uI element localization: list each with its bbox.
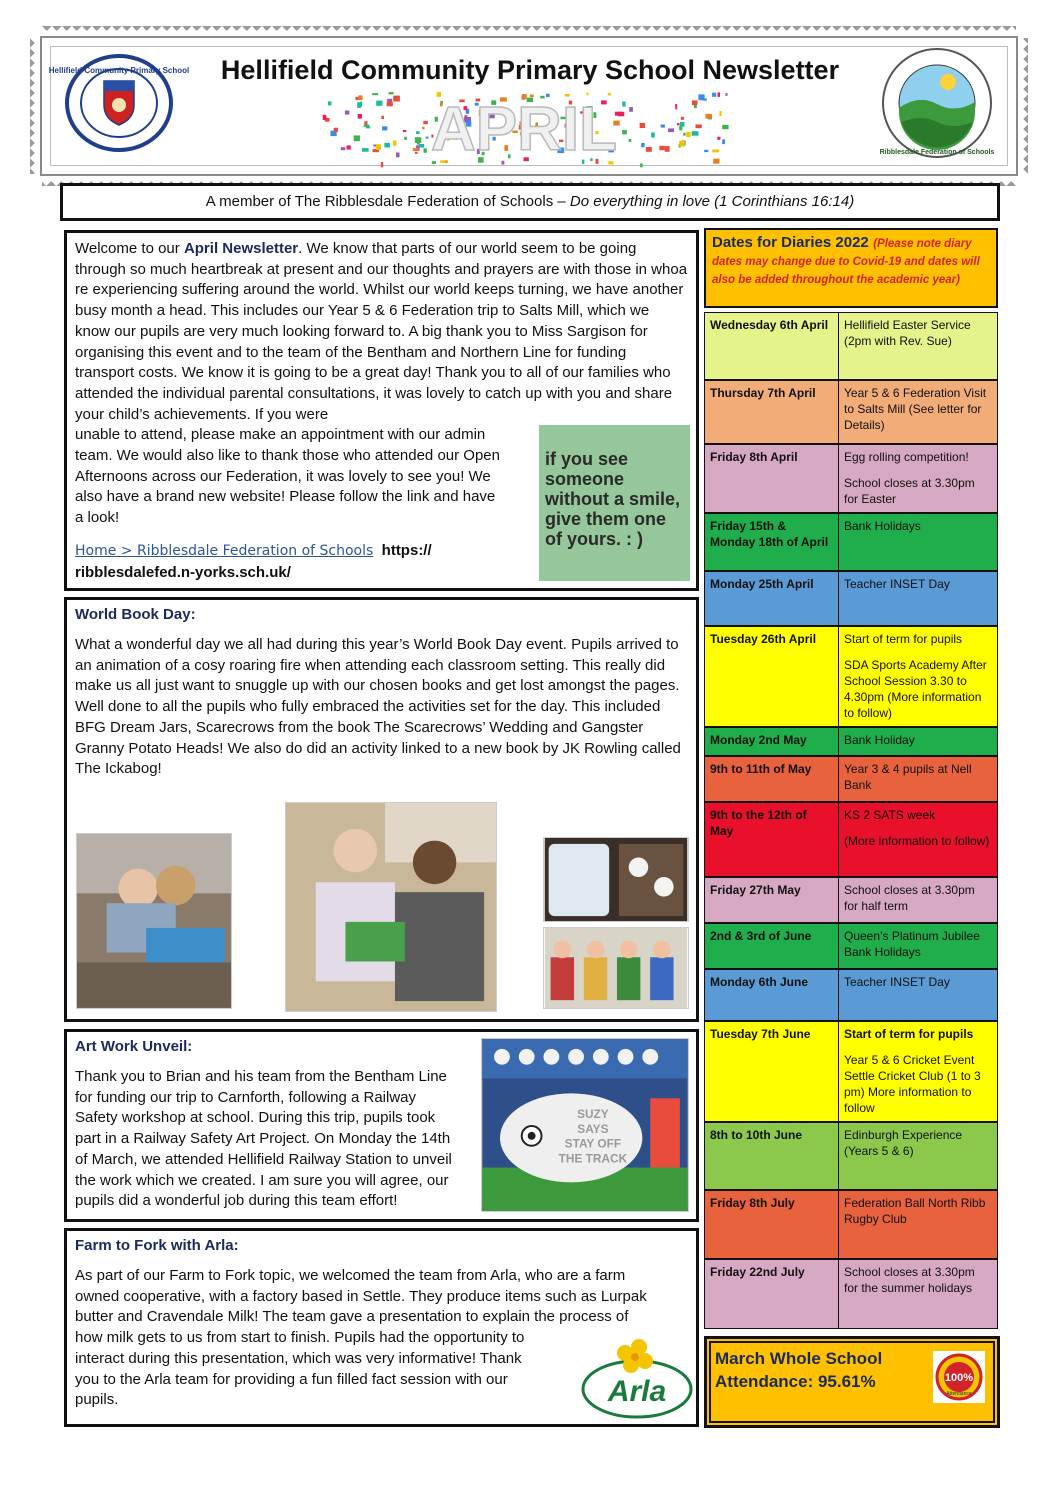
confetti-piece bbox=[426, 137, 429, 139]
confetti-piece bbox=[692, 131, 699, 136]
dates-row bbox=[704, 312, 998, 380]
dates-row-event bbox=[839, 1260, 997, 1328]
attendance-text bbox=[715, 1347, 882, 1393]
poster-text-4: THE TRACK bbox=[558, 1151, 628, 1166]
confetti-piece bbox=[683, 133, 685, 136]
confetti-piece bbox=[356, 97, 359, 100]
confetti-piece bbox=[389, 92, 394, 94]
confetti-piece bbox=[677, 123, 679, 125]
confetti-piece bbox=[668, 128, 674, 132]
confetti-piece bbox=[364, 125, 370, 127]
world-book-day-heading: World Book Day: bbox=[75, 606, 196, 623]
photo-railway-art-poster bbox=[481, 1038, 689, 1212]
confetti-piece bbox=[423, 121, 428, 124]
confetti-piece bbox=[354, 135, 360, 141]
confetti-piece bbox=[641, 143, 644, 147]
dates-for-diaries-header bbox=[704, 228, 998, 308]
dates-row-date: Monday 6th June bbox=[705, 970, 839, 1020]
federation-logo bbox=[880, 46, 994, 160]
zigzag-border-right bbox=[1018, 38, 1028, 174]
confetti-piece bbox=[358, 95, 362, 100]
dates-row bbox=[704, 1259, 998, 1329]
confetti-piece bbox=[358, 114, 362, 119]
poster-text-3: STAY OFF bbox=[564, 1136, 622, 1151]
photo-dream-jars bbox=[543, 837, 689, 922]
dates-row bbox=[704, 444, 998, 513]
dates-row-event-detail: SDA Sports Academy After School Session 3.30 to 4.30pm (More information to follow) bbox=[844, 658, 987, 720]
farm-to-fork-heading: Farm to Fork with Arla: bbox=[75, 1237, 239, 1254]
dates-row-event bbox=[839, 757, 997, 801]
farm-line-3: butter and Cravendale Milk! The team gave a presentation to explain the process of bbox=[75, 1308, 629, 1326]
dates-row bbox=[704, 802, 998, 877]
federation-line-text: A member of The Ribblesdale Federation of Schools – bbox=[205, 193, 570, 210]
confetti-piece bbox=[422, 127, 424, 130]
dates-row bbox=[704, 1021, 998, 1122]
confetti-piece bbox=[692, 100, 698, 105]
dates-row-date: 9th to 11th of May bbox=[705, 757, 839, 801]
confetti-piece bbox=[341, 147, 346, 150]
dates-row bbox=[704, 571, 998, 626]
confetti-piece bbox=[722, 125, 728, 129]
dates-row bbox=[704, 380, 998, 444]
dates-row-date: Wednesday 6th April bbox=[705, 313, 839, 379]
confetti-piece bbox=[415, 137, 421, 143]
confetti-piece bbox=[725, 93, 727, 96]
confetti-piece bbox=[387, 102, 393, 107]
confetti-piece bbox=[362, 148, 369, 152]
confetti-piece bbox=[328, 101, 332, 105]
photo-scarecrows bbox=[543, 927, 689, 1009]
dates-row-event-text: Queen’s Platinum Jubilee Bank Holidays bbox=[844, 929, 980, 959]
april-confetti-banner bbox=[322, 92, 726, 164]
confetti-piece bbox=[659, 146, 664, 150]
confetti-piece bbox=[698, 94, 704, 100]
dates-row-event bbox=[839, 627, 997, 726]
welcome-cont-3: Afternoons across our Federation, it was lovely to see you! We bbox=[75, 467, 491, 485]
dates-row-event bbox=[839, 514, 997, 570]
art-line-6: the work which we created. I am sure you will agree, our bbox=[75, 1171, 449, 1189]
welcome-cont-4: also have a brand new website! Please follow the link and have bbox=[75, 488, 496, 506]
dates-row-date: 2nd & 3rd of June bbox=[705, 924, 839, 968]
confetti-piece bbox=[416, 131, 420, 134]
dates-row-event bbox=[839, 1022, 997, 1121]
confetti-piece bbox=[347, 145, 351, 149]
farm-line-2: owned cooperative, with a factory based in Settle. They produce items such as Lurpak bbox=[75, 1287, 647, 1305]
art-line-3: Safety workshop at school. During this trip, pupils took bbox=[75, 1109, 436, 1127]
dates-row-event bbox=[839, 1123, 997, 1189]
dates-row-event bbox=[839, 728, 997, 755]
confetti-piece bbox=[403, 130, 407, 132]
dates-row-event-text: Egg rolling competition! bbox=[844, 450, 969, 464]
dates-row-date: Monday 2nd May bbox=[705, 728, 839, 755]
confetti-piece bbox=[393, 96, 400, 102]
dates-row-date: Monday 25th April bbox=[705, 572, 839, 625]
april-newsletter-strong: April Newsletter bbox=[183, 240, 299, 257]
dates-row-date: Friday 15th & Monday 18th of April bbox=[705, 514, 839, 570]
dates-row bbox=[704, 923, 998, 969]
badge-percent: 100% bbox=[944, 1372, 974, 1384]
confetti-piece bbox=[706, 114, 712, 119]
photo-children-in-pajamas bbox=[285, 802, 497, 1012]
confetti-piece bbox=[415, 152, 418, 154]
logo-left-label: Hellifield Community Primary School bbox=[48, 66, 190, 75]
dates-row-event bbox=[839, 572, 997, 625]
website-link[interactable]: Home > Ribblesdale Federation of Schools bbox=[75, 543, 374, 559]
website-link-block bbox=[75, 540, 432, 584]
dates-row bbox=[704, 513, 998, 571]
confetti-piece bbox=[413, 148, 419, 151]
motto-text: Do everything in love (1 Corinthians 16:14) bbox=[569, 193, 855, 210]
dates-row-event-text: School closes at 3.30pm for half term bbox=[844, 883, 975, 913]
confetti-piece bbox=[718, 92, 721, 97]
photo-children-reading-floor bbox=[76, 833, 232, 1009]
dates-row bbox=[704, 1190, 998, 1259]
confetti-piece bbox=[345, 111, 350, 115]
dates-row-event bbox=[839, 1191, 997, 1258]
confetti-piece bbox=[719, 111, 721, 116]
arla-logo bbox=[581, 1339, 693, 1419]
confetti-piece bbox=[646, 147, 652, 152]
confetti-piece bbox=[640, 123, 646, 128]
world-book-day-section bbox=[64, 597, 699, 1022]
welcome-cont-5: a look! bbox=[75, 509, 120, 527]
confetti-piece bbox=[686, 132, 691, 137]
confetti-piece bbox=[675, 104, 677, 109]
poster-text-2: SAYS bbox=[577, 1121, 609, 1136]
confetti-piece bbox=[680, 122, 685, 127]
dates-row bbox=[704, 1122, 998, 1190]
confetti-piece bbox=[424, 148, 427, 153]
dates-row-date: 8th to 10th June bbox=[705, 1123, 839, 1189]
dates-row-event-text: Start of term for pupils bbox=[844, 1027, 974, 1041]
confetti-piece bbox=[629, 139, 632, 142]
confetti-piece bbox=[419, 144, 424, 148]
page-title: Hellifield Community Primary School Newsletter bbox=[220, 55, 840, 85]
zigzag-border-top bbox=[42, 26, 1016, 36]
april-banner-text: APRIL bbox=[431, 95, 617, 164]
zigzag-border-left bbox=[30, 38, 40, 174]
confetti-piece bbox=[372, 93, 378, 95]
dates-row-date: Friday 8th July bbox=[705, 1191, 839, 1258]
confetti-piece bbox=[704, 150, 708, 152]
dates-row-event-text: Hellifield Easter Service (2pm with Rev. Sue) bbox=[844, 318, 971, 348]
farm-line-7: pupils. bbox=[75, 1391, 119, 1409]
welcome-cont-2: team. We would also like to thank those who attended our Open bbox=[75, 447, 500, 465]
dates-row-event-detail: School closes at 3.30pm for Easter bbox=[844, 476, 975, 506]
poster-text-1: SUZY bbox=[577, 1107, 609, 1122]
attendance-line-1: March Whole School bbox=[715, 1349, 883, 1368]
confetti-piece bbox=[396, 153, 400, 158]
dates-row-event-text: Start of term for pupils bbox=[844, 632, 963, 646]
dates-row-event-detail: Year 5 & 6 Cricket Event Settle Cricket Club (1 to 3 pm) More information to follow bbox=[844, 1053, 981, 1115]
art-line-5: of March, we attended Hellifield Railway Station to unveil bbox=[75, 1150, 452, 1168]
dates-row-date: Friday 8th April bbox=[705, 445, 839, 512]
dates-row-event-text: Edinburgh Experience (Years 5 & 6) bbox=[844, 1128, 963, 1158]
dates-row-event bbox=[839, 970, 997, 1020]
confetti-piece bbox=[360, 102, 362, 107]
dates-row bbox=[704, 626, 998, 727]
smile-quote-box: if you see someone without a smile, give them one of yours. : ) bbox=[539, 425, 690, 581]
dates-row bbox=[704, 727, 998, 756]
dates-row-event-text: KS 2 SATS week bbox=[844, 808, 936, 822]
confetti-piece bbox=[382, 126, 387, 130]
attendance-badge-icon bbox=[933, 1351, 985, 1403]
confetti-piece bbox=[717, 137, 720, 140]
logo-right-label: Ribblesdale Federation of Schools bbox=[879, 149, 995, 156]
dates-row-event-detail: (More information to follow) bbox=[844, 834, 990, 848]
website-url-2: ribblesdalefed.n-yorks.sch.uk/ bbox=[75, 564, 291, 581]
confetti-piece bbox=[651, 132, 655, 137]
confetti-piece bbox=[384, 143, 390, 148]
art-line-2: for funding our trip to Carnforth, following a Railway bbox=[75, 1088, 417, 1106]
dates-row-date: Tuesday 7th June bbox=[705, 1022, 839, 1121]
welcome-intro: Welcome to our April Newsletter. We know that parts of our world seem to be going through so much heartbreak at present and our thoughts and prayers are with those in whoa re experiencing suffering around the world. Whilst our world keeps turning, we have another busy month a head. This includes our Year 5 & 6 Federation trip to Salts Mill, which we know our pupils are very much looking forward to. A big thank you to Miss Sargison for organising this event and to the team of the Bentham and Northern Line for funding transport costs. We know it is going to be a great day! Thank you to all of our families who attended the individual parental consultations, it was lovely to catch up with you and share your child’s achievements. If you were bbox=[75, 240, 688, 423]
confetti-piece bbox=[681, 117, 684, 120]
confetti-piece bbox=[404, 137, 407, 140]
confetti-piece bbox=[376, 144, 381, 150]
art-work-unveil-section bbox=[64, 1029, 699, 1222]
dates-row-event-text: Bank Holiday bbox=[844, 733, 915, 747]
dates-row-event-text: Year 5 & 6 Federation Visit to Salts Mill (See letter for Details) bbox=[844, 386, 987, 432]
confetti-piece bbox=[393, 141, 397, 146]
dates-row-event bbox=[839, 924, 997, 968]
dates-row-event bbox=[839, 878, 997, 922]
badge-sub: Attendance bbox=[946, 1391, 972, 1397]
confetti-piece bbox=[334, 128, 338, 132]
confetti-piece bbox=[364, 121, 367, 125]
confetti-piece bbox=[622, 102, 625, 107]
confetti-piece bbox=[622, 130, 627, 134]
confetti-piece bbox=[712, 93, 716, 97]
confetti-piece bbox=[376, 101, 382, 106]
dates-row bbox=[704, 969, 998, 1021]
dates-title: Dates for Diaries 2022 bbox=[712, 234, 869, 251]
federation-motto-line bbox=[60, 183, 1000, 221]
confetti-piece bbox=[640, 163, 643, 167]
dates-row-event bbox=[839, 381, 997, 443]
welcome-cont-1: unable to attend, please make an appointment with our admin bbox=[75, 426, 486, 444]
dates-row-event-text: Year 3 & 4 pupils at Nell Bank bbox=[844, 762, 972, 792]
confetti-piece bbox=[679, 141, 685, 147]
confetti-piece bbox=[713, 159, 719, 164]
welcome-section bbox=[64, 230, 699, 591]
confetti-piece bbox=[661, 125, 665, 128]
confetti-piece bbox=[381, 162, 383, 167]
confetti-piece bbox=[696, 124, 702, 128]
art-line-7: pupils did a wonderful job during this team effort! bbox=[75, 1192, 398, 1210]
attendance-line-2: Attendance: 95.61% bbox=[715, 1372, 876, 1391]
dates-row-event-text: Federation Ball North Ribb Rugby Club bbox=[844, 1196, 986, 1226]
website-url-1: https:// bbox=[381, 542, 432, 559]
dates-row-event-text: School closes at 3.30pm for the summer holidays bbox=[844, 1265, 975, 1295]
dates-row bbox=[704, 756, 998, 802]
confetti-piece bbox=[722, 139, 725, 144]
dates-row-date: Friday 22nd July bbox=[705, 1260, 839, 1328]
school-crest-logo bbox=[48, 53, 190, 153]
confetti-piece bbox=[381, 116, 384, 119]
dates-row-date: Friday 27th May bbox=[705, 878, 839, 922]
dates-row-event-text: Bank Holidays bbox=[844, 519, 921, 533]
confetti-piece bbox=[712, 150, 719, 153]
dates-row-date: Thursday 7th April bbox=[705, 381, 839, 443]
farm-line-1: As part of our Farm to Fork topic, we welcomed the team from Arla, who are a farm bbox=[75, 1267, 626, 1284]
dates-row-date: Tuesday 26th April bbox=[705, 627, 839, 726]
confetti-piece bbox=[629, 107, 633, 112]
arla-logo-text: Arla bbox=[607, 1375, 667, 1408]
dates-row-event bbox=[839, 803, 997, 876]
dates-row bbox=[704, 877, 998, 923]
dates-note: (Please note diary dates may change due to Covid-19 and dates will also be added throughout the academic year) bbox=[712, 238, 980, 286]
world-book-day-body: What a wonderful day we all had during this year’s World Book Day event. Pupils arrived to an animation of a cosy roaring fire when attending each classroom setting. This really did make us all just want to snuggle up with our chosen books and get lost amongst the pages. Well done to all the pupils who fully embraced the activities set for the day. This included BFG Dream Jars, Scarecrows from the book The Scarecrows’ Wedding and Gangster Granny Potato Heads! We also do did an activity linked to a new book by JK Rowling called The Ickabog! bbox=[75, 636, 681, 778]
art-line-1: Thank you to Brian and his team from the Bentham Line bbox=[75, 1068, 447, 1085]
art-work-heading: Art Work Unveil: bbox=[75, 1038, 193, 1055]
farm-to-fork-section bbox=[64, 1228, 699, 1427]
dates-row-event bbox=[839, 313, 997, 379]
dates-row-event-text: Teacher INSET Day bbox=[844, 577, 950, 591]
confetti-piece bbox=[665, 146, 670, 152]
art-line-4: part in a Railway Safety Art Project. On Monday the 14th bbox=[75, 1130, 451, 1148]
dates-row-event-text: Teacher INSET Day bbox=[844, 975, 950, 989]
dates-row-date: 9th to the 12th of May bbox=[705, 803, 839, 876]
dates-row-event bbox=[839, 445, 997, 512]
farm-line-6: you to the Arla team for providing a fun filled fact session with our bbox=[75, 1370, 508, 1388]
farm-line-4: how milk gets to us from start to finish. Pupils had the opportunity to bbox=[75, 1329, 525, 1347]
confetti-piece bbox=[323, 115, 327, 120]
attendance-box bbox=[704, 1336, 1000, 1428]
farm-line-5: interact during this presentation, which was very informative! Thank bbox=[75, 1349, 522, 1367]
